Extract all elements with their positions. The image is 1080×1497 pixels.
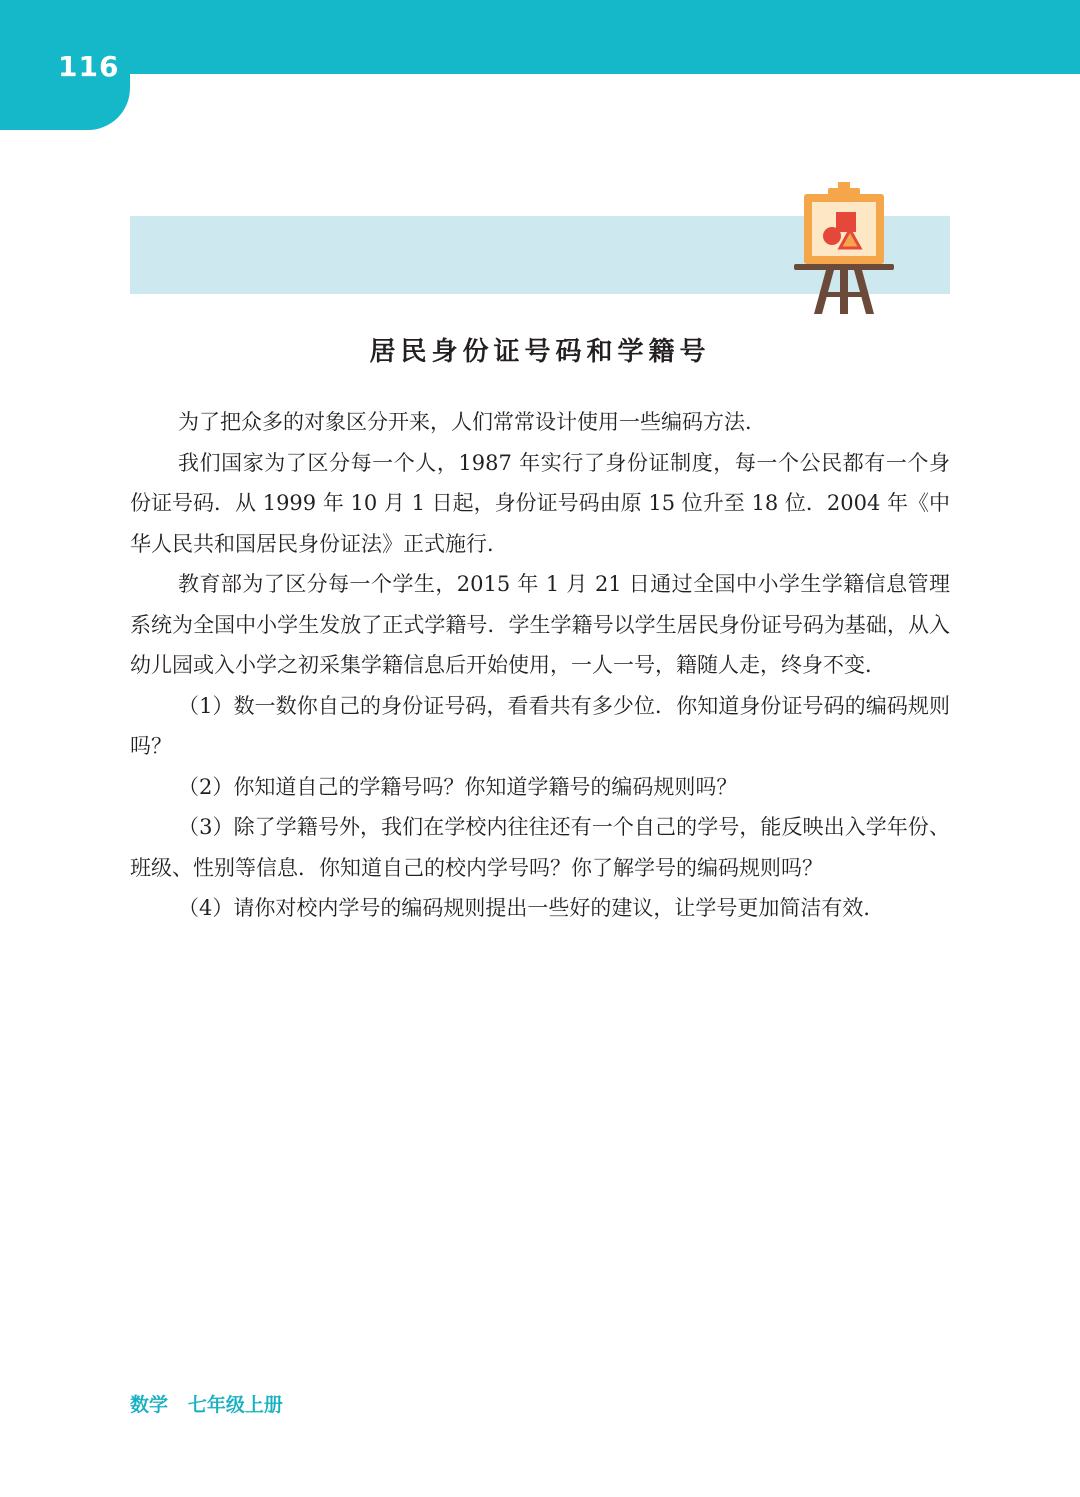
page-number-tab xyxy=(0,0,130,130)
easel-icon xyxy=(790,180,898,316)
question-1: （1）数一数你自己的身份证号码，看看共有多少位．你知道身份证号码的编码规则吗？ xyxy=(130,693,950,758)
question-3: （3）除了学籍号外，我们在学校内往往还有一个自己的学号，能反映出入学年份、班级、性别等信息．你知道自己的校内学号吗？你了解学号的编码规则吗？ xyxy=(130,815,950,880)
section-title: 居民身份证号码和学籍号 xyxy=(369,337,711,367)
paragraph-student-number: 教育部为了区分每一个学生，2015 年 1 月 21 日通过全国中小学生学籍信息管理系统为全国中小学生发放了正式学籍号．学生学籍号以学生居民身份证号码为基础，从入幼儿园或入小学之初采集学籍信息后开始使用，一人一号，籍随人走，终身不变． xyxy=(130,572,950,677)
question-2: （2）你知道自己的学籍号吗？你知道学籍号的编码规则吗？ xyxy=(178,774,738,799)
header-bar xyxy=(0,0,1080,74)
paragraph-id-card: 我们国家为了区分每一个人，1987 年实行了身份证制度，每一个公民都有一个身份证号码．从 1999 年 10 月 1 日起，身份证号码由原 15 位升至 18 位．2004 年《中华人民共和国居民身份证法》正式施行． xyxy=(130,450,950,556)
page-number: 116 xyxy=(58,50,120,83)
question-4: （4）请你对校内学号的编码规则提出一些好的建议，让学号更加简洁有效． xyxy=(178,896,885,920)
body-text xyxy=(130,402,950,929)
paragraph-intro: 为了把众多的对象区分开来，人们常常设计使用一些编码方法． xyxy=(178,410,766,434)
footer-book-label: 数学 七年级上册 xyxy=(130,1394,283,1416)
